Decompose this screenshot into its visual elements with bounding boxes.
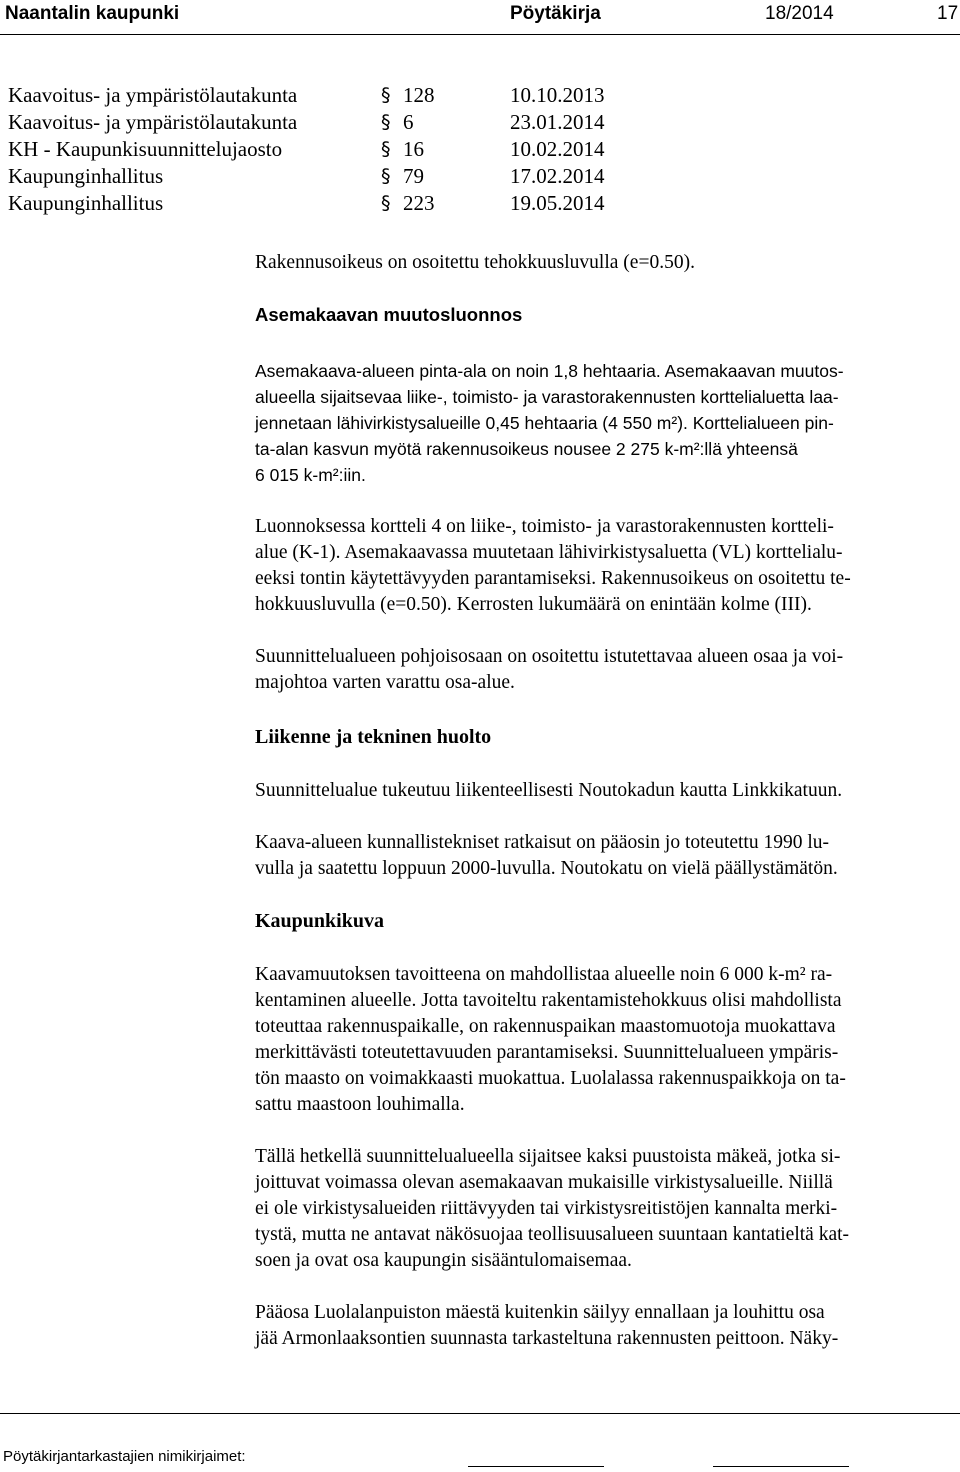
document-body xyxy=(255,250,957,1352)
text-line: jennetaan lähivirkistysalueille 0,45 hehtaaria (4 550 m²). Korttelialueen pin- xyxy=(255,413,834,433)
header-divider xyxy=(0,34,960,35)
history-date: 19.05.2014 xyxy=(510,191,605,215)
history-number: 6 xyxy=(403,110,414,134)
text-line: Pääosa Luolalanpuiston mäestä kuitenkin säilyy ennallaan ja louhittu osa xyxy=(255,1302,825,1323)
signature-line xyxy=(468,1466,604,1467)
history-date: 10.02.2014 xyxy=(510,137,605,161)
paragraph-luonnoksessa xyxy=(255,514,957,618)
document-type: Pöytäkirja xyxy=(510,3,601,24)
text-line: ei ole virkistysalueiden riittävyyden tai virkistysreitistöjen kannalta merki- xyxy=(255,1198,838,1219)
history-number: 128 xyxy=(403,83,435,107)
footer-divider xyxy=(0,1413,960,1414)
history-body: KH - Kaupunkisuunnittelujaosto xyxy=(8,137,283,161)
heading-asemakaavan-muutosluonnos xyxy=(255,302,957,328)
text-line: Tällä hetkellä suunnittelualueella sijaitsee kaksi puustoista mäkeä, jotka si- xyxy=(255,1146,841,1167)
handling-history xyxy=(0,82,960,217)
text-line: Suunnittelualueen pohjoisosaan on osoitettu istutettavaa alueen osaa ja voi- xyxy=(255,646,844,667)
section-sign: § xyxy=(381,84,391,106)
text-line: Luonnoksessa kortteli 4 on liike-, toimisto- ja varastorakennusten kortteli- xyxy=(255,516,834,537)
heading-text: Liikenne ja tekninen huolto xyxy=(255,726,492,748)
text-line: vulla ja saatettu loppuun 2000-luvulla. Noutokatu on vielä päällystämätön. xyxy=(255,858,838,879)
history-row xyxy=(0,136,960,163)
history-body: Kaupunginhallitus xyxy=(8,164,164,188)
paragraph-pinta-ala xyxy=(255,358,957,488)
history-date: 23.01.2014 xyxy=(510,110,605,134)
text-line: alue (K-1). Asemakaavassa muutetaan lähivirkistysaluetta (VL) korttelialu- xyxy=(255,542,843,563)
text-line: sattu maastoon louhimalla. xyxy=(255,1094,465,1115)
text-line: Asemakaava-alueen pinta-ala on noin 1,8 hehtaaria. Asemakaavan muutos- xyxy=(255,361,844,381)
text-line: Kaavamuutoksen tavoitteena on mahdollistaa alueelle noin 6 000 k-m² ra- xyxy=(255,964,833,985)
history-date: 17.02.2014 xyxy=(510,164,605,188)
history-row xyxy=(0,163,960,190)
paragraph-pohjoisosa xyxy=(255,644,957,696)
document-number: 18/2014 xyxy=(765,3,834,24)
paragraph-luolalanpuisto xyxy=(255,1300,957,1352)
signature-label: Pöytäkirjantarkastajien nimikirjaimet: xyxy=(3,1448,246,1465)
text-line: tön maasto on voimakkaasti muokattua. Luolalassa rakennuspaikkoja on ta- xyxy=(255,1068,846,1089)
paragraph-puustoiset-maet xyxy=(255,1144,957,1274)
section-sign: § xyxy=(381,138,391,160)
text-line: Rakennusoikeus on osoitettu tehokkuusluvulla (e=0.50). xyxy=(255,252,695,273)
text-line: eeksi tontin käytettävyyden parantamiseksi. Rakennusoikeus on osoitettu te- xyxy=(255,568,851,589)
text-line: merkittävästi toteutettavuuden parantamiseksi. Suunnittelualueen ympäris- xyxy=(255,1042,839,1063)
text-line: alueella sijaitsevaa liike-, toimisto- ja varastorakennusten korttelialuetta laa- xyxy=(255,387,839,407)
section-sign: § xyxy=(381,165,391,187)
text-line: soen ja ovat osa kaupungin sisääntulomaisemaa. xyxy=(255,1250,632,1271)
history-body: Kaupunginhallitus xyxy=(8,191,164,215)
text-line: kentaminen alueelle. Jotta tavoiteltu rakentamistehokkuus olisi mahdollista xyxy=(255,990,842,1011)
history-number: 16 xyxy=(403,137,424,161)
page-header xyxy=(0,0,960,32)
history-row xyxy=(0,82,960,109)
history-body: Kaavoitus- ja ympäristölautakunta xyxy=(8,83,298,107)
history-date: 10.10.2013 xyxy=(510,83,605,107)
history-number: 79 xyxy=(403,164,424,188)
paragraph-tavoite xyxy=(255,962,957,1118)
text-line: jää Armonlaaksontien suunnasta tarkasteltuna rakennusten peittoon. Näky- xyxy=(255,1328,839,1349)
text-line: Kaava-alueen kunnallistekniset ratkaisut on pääosin jo toteutettu 1990 lu- xyxy=(255,832,830,853)
heading-liikenne xyxy=(255,724,957,750)
history-row xyxy=(0,109,960,136)
page-number: 17 xyxy=(937,3,959,24)
text-line: Suunnittelualue tukeutuu liikenteellisesti Noutokadun kautta Linkkikatuun. xyxy=(255,780,843,801)
heading-kaupunkikuva xyxy=(255,908,957,934)
text-line: 6 015 k-m²:iin. xyxy=(255,465,366,485)
text-line: toteuttaa rakennuspaikalle, on rakennuspaikan maastomuotoja muokattava xyxy=(255,1016,836,1037)
paragraph-kunnallistekniikka xyxy=(255,830,957,882)
signature-line xyxy=(713,1466,849,1467)
section-sign: § xyxy=(381,192,391,214)
text-line: majohtoa varten varattu osa-alue. xyxy=(255,672,515,693)
history-body: Kaavoitus- ja ympäristölautakunta xyxy=(8,110,298,134)
text-line: hokkuusluvulla (e=0.50). Kerrosten lukumäärä on enintään kolme (III). xyxy=(255,594,812,615)
heading-text: Kaupunkikuva xyxy=(255,910,384,932)
paragraph-liikenne xyxy=(255,778,957,804)
heading-text: Asemakaavan muutosluonnos xyxy=(255,304,523,325)
history-number: 223 xyxy=(403,191,435,215)
paragraph-rakennusoikeus xyxy=(255,250,957,276)
organization-name: Naantalin kaupunki xyxy=(5,3,180,24)
text-line: joittuvat voimassa olevan asemakaavan mukaisille virkistysalueille. Niillä xyxy=(255,1172,833,1193)
history-row xyxy=(0,190,960,217)
text-line: ta-alan kasvun myötä rakennusoikeus nousee 2 275 k-m²:llä yhteensä xyxy=(255,439,798,459)
section-sign: § xyxy=(381,111,391,133)
text-line: tystä, mutta ne antavat näkösuojaa teollisuusalueen suuntaan kantatieltä kat- xyxy=(255,1224,850,1245)
